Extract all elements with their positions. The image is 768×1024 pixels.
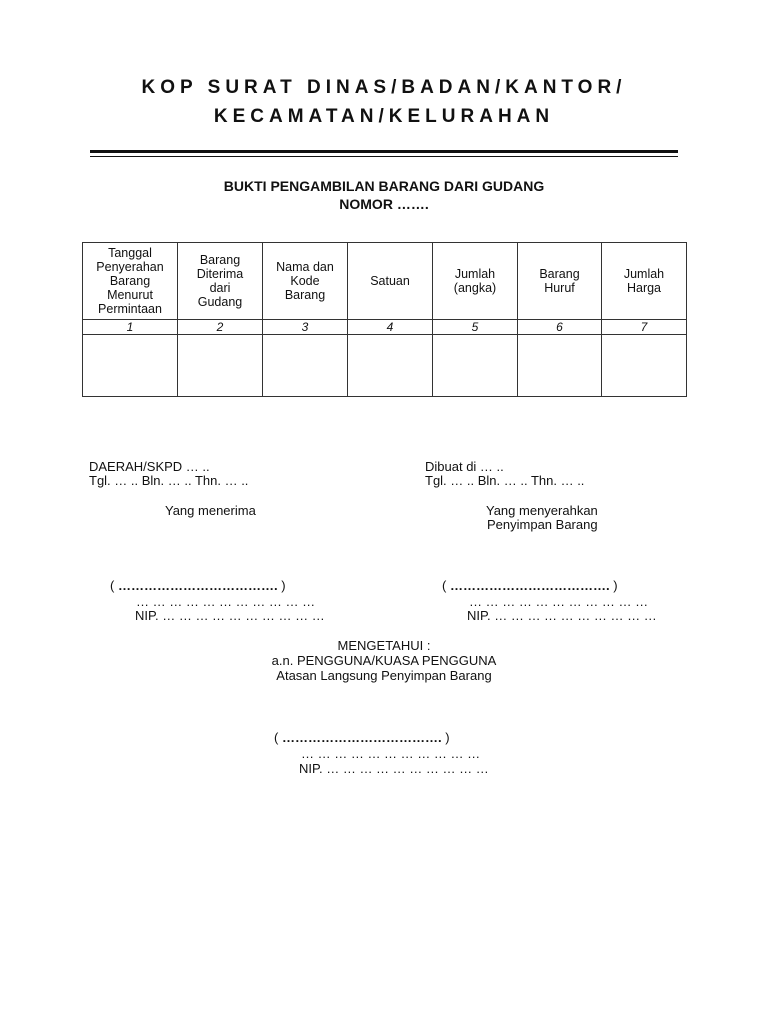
empty-cell (518, 335, 602, 397)
giver-nip: NIP. … … … … … … … … … … (467, 608, 657, 623)
approver-nip: NIP. … … … … … … … … … … (299, 761, 489, 776)
paren-open: ( (110, 578, 115, 593)
approver-signature-line (274, 730, 450, 745)
place-line: Dibuat di … .. (425, 459, 504, 474)
header-text: Barang (109, 274, 151, 288)
header-barang-huruf (518, 243, 602, 320)
approval-heading: MENGETAHUI : (337, 638, 431, 653)
paren-close: ) (281, 578, 286, 593)
letterhead-divider-thin (90, 156, 678, 157)
header-text: Satuan (370, 274, 410, 288)
giver-role: Yang menyerahkan (486, 503, 598, 518)
header-text: Kode (290, 274, 320, 288)
document-title: BUKTI PENGAMBILAN BARANG DARI GUDANG (223, 178, 545, 194)
paren-open: ( (274, 730, 279, 745)
header-text: Barang (284, 288, 326, 302)
paren-close: ) (613, 578, 618, 593)
header-text: dari (209, 281, 231, 295)
table-empty-row (83, 335, 687, 397)
header-jumlah-angka (433, 243, 518, 320)
signature-dots: ………………………………. (117, 578, 278, 593)
header-text: Harga (626, 281, 662, 295)
receiver-role: Yang menerima (165, 503, 256, 518)
left-date-line: Tgl. … .. Bln. … .. Thn. … .. (89, 473, 249, 488)
table-number-row (83, 320, 687, 335)
header-text: Huruf (544, 281, 575, 295)
letterhead-line-2: KECAMATAN/KELURAHAN (213, 106, 555, 127)
column-number: 3 (263, 320, 348, 335)
receiver-nip: NIP. … … … … … … … … … … (135, 608, 325, 623)
giver-role-storekeeper: Penyimpan Barang (487, 517, 598, 532)
header-text: (angka) (453, 281, 497, 295)
empty-cell (602, 335, 687, 397)
header-tanggal-penyerahan (83, 243, 178, 320)
giver-name-dots: … … … … … … … … … … … (469, 594, 649, 609)
empty-cell (178, 335, 263, 397)
empty-cell (83, 335, 178, 397)
document-number: NOMOR ……. (339, 196, 429, 212)
right-date-line: Tgl. … .. Bln. … .. Thn. … .. (425, 473, 585, 488)
header-text: Barang (539, 267, 580, 281)
receiver-name-dots: … … … … … … … … … … … (136, 594, 316, 609)
giver-signature-line (442, 578, 618, 593)
header-text: Penyerahan (96, 260, 164, 274)
receiver-signature-line (110, 578, 286, 593)
table-header-row (83, 243, 687, 320)
header-text: Jumlah (623, 267, 665, 281)
region-line: DAERAH/SKPD … .. (89, 459, 210, 474)
column-number: 6 (518, 320, 602, 335)
header-text: Menurut (107, 288, 153, 302)
column-number: 7 (602, 320, 687, 335)
signature-dots: ………………………………. (449, 578, 610, 593)
header-text: Barang (199, 253, 241, 267)
letterhead-line-1: KOP SURAT DINAS/BADAN/KANTOR/ (141, 77, 627, 98)
header-text: Jumlah (454, 267, 496, 281)
items-table (82, 242, 687, 397)
header-text: Nama dan (276, 260, 334, 274)
header-jumlah-harga (602, 243, 687, 320)
header-satuan (348, 243, 433, 320)
column-number: 4 (348, 320, 433, 335)
header-text: Tanggal (108, 246, 152, 260)
column-number: 1 (83, 320, 178, 335)
header-text: Gudang (197, 295, 243, 309)
approver-name-dots: … … … … … … … … … … … (301, 746, 481, 761)
signature-dots: ………………………………. (281, 730, 442, 745)
letterhead-divider-thick (90, 150, 678, 153)
paren-open: ( (442, 578, 447, 593)
column-number: 2 (178, 320, 263, 335)
approval-line-2: Atasan Langsung Penyimpan Barang (276, 668, 492, 683)
approval-line-1: a.n. PENGGUNA/KUASA PENGGUNA (271, 653, 497, 668)
empty-cell (263, 335, 348, 397)
header-text: Diterima (196, 267, 244, 281)
header-nama-kode-barang (263, 243, 348, 320)
header-text: Permintaan (98, 302, 162, 316)
empty-cell (348, 335, 433, 397)
empty-cell (433, 335, 518, 397)
header-barang-diterima (178, 243, 263, 320)
paren-close: ) (445, 730, 450, 745)
column-number: 5 (433, 320, 518, 335)
